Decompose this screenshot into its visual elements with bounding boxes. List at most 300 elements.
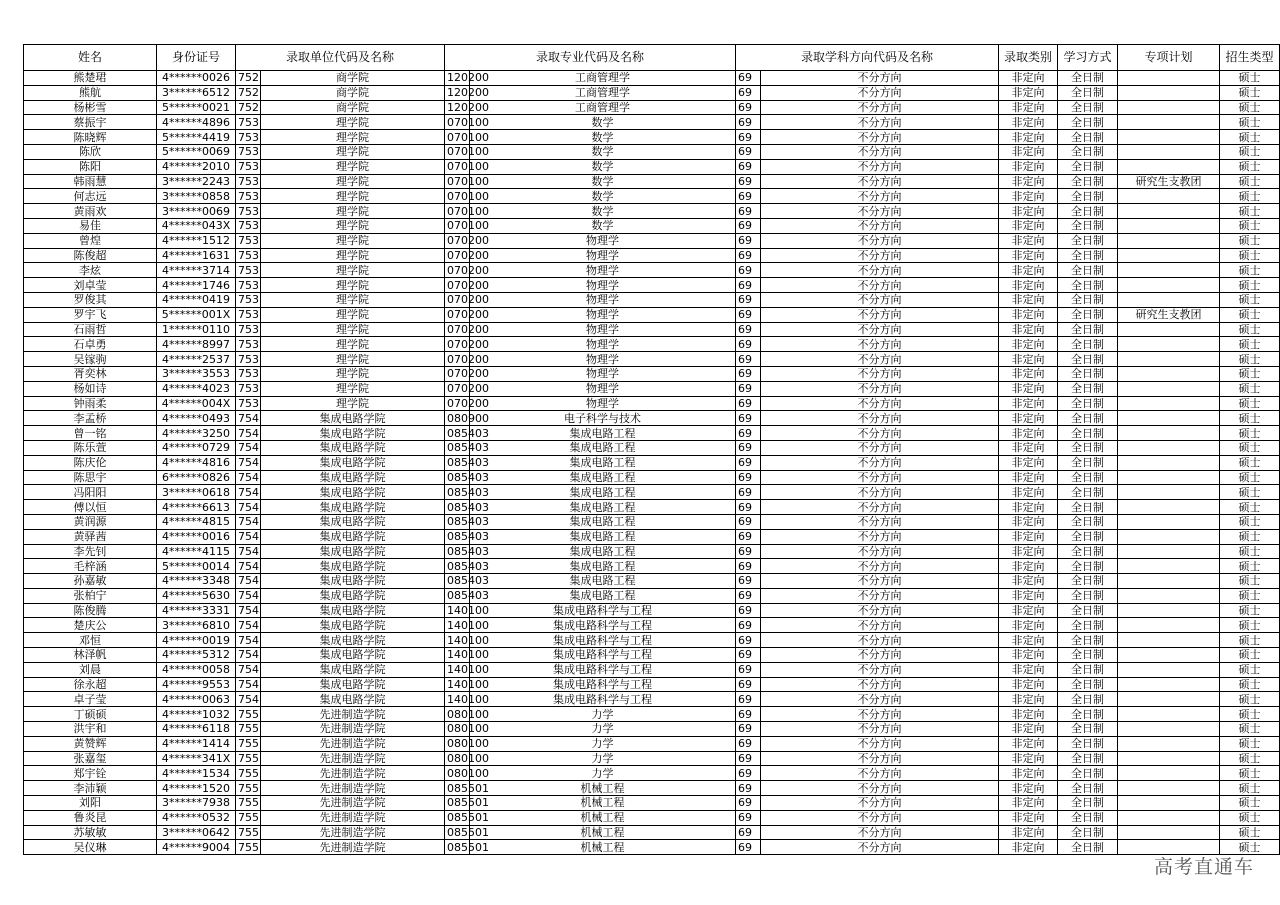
- cell-major-code: 080100: [445, 722, 470, 737]
- cell-direction-code: 69: [736, 189, 761, 204]
- cell-id-number: 3******0618: [157, 485, 236, 500]
- cell-major-name: 物理学: [470, 248, 736, 263]
- cell-major-name: 物理学: [470, 278, 736, 293]
- cell-unit-code: 755: [236, 781, 261, 796]
- cell-study-mode: 全日制: [1058, 722, 1118, 737]
- cell-id-number: 4******3250: [157, 426, 236, 441]
- cell-enroll-type: 硕士: [1220, 352, 1280, 367]
- cell-name: 郑宇铨: [24, 766, 157, 781]
- table-row: [24, 736, 1280, 751]
- cell-direction-code: 69: [736, 322, 761, 337]
- cell-category: 非定向: [999, 396, 1058, 411]
- cell-direction-code: 69: [736, 751, 761, 766]
- table-row: [24, 381, 1280, 396]
- cell-unit-code: 754: [236, 648, 261, 663]
- cell-unit-code: 754: [236, 662, 261, 677]
- cell-special-plan: [1118, 692, 1220, 707]
- cell-special-plan: [1118, 440, 1220, 455]
- table-row: [24, 115, 1280, 130]
- table-row: [24, 174, 1280, 189]
- table-row: [24, 204, 1280, 219]
- cell-direction-name: 不分方向: [761, 337, 999, 352]
- cell-direction-code: 69: [736, 204, 761, 219]
- cell-enroll-type: 硕士: [1220, 381, 1280, 396]
- cell-id-number: 4******1534: [157, 766, 236, 781]
- cell-major-code: 140100: [445, 677, 470, 692]
- cell-unit-name: 集成电路学院: [261, 514, 445, 529]
- cell-unit-name: 理学院: [261, 307, 445, 322]
- cell-id-number: 4******0493: [157, 411, 236, 426]
- cell-category: 非定向: [999, 618, 1058, 633]
- table-row: [24, 588, 1280, 603]
- table-row: [24, 766, 1280, 781]
- cell-study-mode: 全日制: [1058, 440, 1118, 455]
- cell-category: 非定向: [999, 292, 1058, 307]
- cell-unit-code: 753: [236, 292, 261, 307]
- cell-name: 何志远: [24, 189, 157, 204]
- cell-unit-code: 754: [236, 529, 261, 544]
- header-id-number: 身份证号: [157, 45, 236, 71]
- cell-study-mode: 全日制: [1058, 677, 1118, 692]
- cell-unit-code: 753: [236, 189, 261, 204]
- cell-major-code: 085403: [445, 588, 470, 603]
- cell-study-mode: 全日制: [1058, 144, 1118, 159]
- cell-major-name: 集成电路工程: [470, 574, 736, 589]
- table-row: [24, 529, 1280, 544]
- cell-direction-name: 不分方向: [761, 233, 999, 248]
- cell-major-name: 力学: [470, 736, 736, 751]
- cell-category: 非定向: [999, 100, 1058, 115]
- cell-major-name: 数学: [470, 218, 736, 233]
- cell-major-code: 140100: [445, 662, 470, 677]
- cell-direction-code: 69: [736, 810, 761, 825]
- cell-major-code: 070200: [445, 322, 470, 337]
- cell-category: 非定向: [999, 426, 1058, 441]
- cell-major-code: 070100: [445, 174, 470, 189]
- cell-major-code: 085501: [445, 781, 470, 796]
- cell-direction-name: 不分方向: [761, 574, 999, 589]
- cell-special-plan: [1118, 559, 1220, 574]
- cell-unit-code: 755: [236, 810, 261, 825]
- cell-direction-name: 不分方向: [761, 840, 999, 855]
- cell-category: 非定向: [999, 559, 1058, 574]
- cell-name: 杨彬雪: [24, 100, 157, 115]
- cell-enroll-type: 硕士: [1220, 159, 1280, 174]
- cell-category: 非定向: [999, 352, 1058, 367]
- cell-direction-code: 69: [736, 485, 761, 500]
- cell-major-code: 085403: [445, 529, 470, 544]
- cell-enroll-type: 硕士: [1220, 85, 1280, 100]
- cell-direction-code: 69: [736, 426, 761, 441]
- cell-direction-name: 不分方向: [761, 322, 999, 337]
- cell-unit-code: 755: [236, 766, 261, 781]
- table-row: [24, 366, 1280, 381]
- cell-category: 非定向: [999, 603, 1058, 618]
- cell-major-name: 集成电路科学与工程: [470, 662, 736, 677]
- cell-unit-code: 752: [236, 71, 261, 86]
- cell-name: 吴镓驹: [24, 352, 157, 367]
- cell-direction-name: 不分方向: [761, 692, 999, 707]
- cell-id-number: 4******5312: [157, 648, 236, 663]
- cell-id-number: 4******1520: [157, 781, 236, 796]
- cell-study-mode: 全日制: [1058, 337, 1118, 352]
- cell-unit-code: 753: [236, 337, 261, 352]
- cell-enroll-type: 硕士: [1220, 248, 1280, 263]
- cell-special-plan: [1118, 233, 1220, 248]
- cell-unit-code: 754: [236, 470, 261, 485]
- cell-major-code: 085501: [445, 796, 470, 811]
- cell-major-name: 物理学: [470, 307, 736, 322]
- cell-category: 非定向: [999, 648, 1058, 663]
- cell-name: 冯阳阳: [24, 485, 157, 500]
- cell-id-number: 5******001X: [157, 307, 236, 322]
- cell-special-plan: [1118, 485, 1220, 500]
- cell-name: 石雨哲: [24, 322, 157, 337]
- cell-special-plan: [1118, 825, 1220, 840]
- cell-direction-name: 不分方向: [761, 736, 999, 751]
- cell-unit-name: 理学院: [261, 144, 445, 159]
- cell-name: 苏敏敏: [24, 825, 157, 840]
- cell-major-name: 物理学: [470, 366, 736, 381]
- cell-name: 黄润源: [24, 514, 157, 529]
- cell-unit-code: 754: [236, 618, 261, 633]
- cell-id-number: 4******6118: [157, 722, 236, 737]
- cell-direction-code: 69: [736, 840, 761, 855]
- cell-major-name: 集成电路工程: [470, 529, 736, 544]
- cell-major-name: 集成电路科学与工程: [470, 603, 736, 618]
- cell-category: 非定向: [999, 514, 1058, 529]
- cell-study-mode: 全日制: [1058, 85, 1118, 100]
- cell-study-mode: 全日制: [1058, 100, 1118, 115]
- cell-enroll-type: 硕士: [1220, 781, 1280, 796]
- cell-major-name: 集成电路科学与工程: [470, 618, 736, 633]
- cell-direction-code: 69: [736, 337, 761, 352]
- cell-enroll-type: 硕士: [1220, 766, 1280, 781]
- table-row: [24, 485, 1280, 500]
- cell-major-code: 070200: [445, 233, 470, 248]
- cell-name: 李孟桥: [24, 411, 157, 426]
- cell-special-plan: [1118, 455, 1220, 470]
- cell-unit-name: 先进制造学院: [261, 766, 445, 781]
- cell-category: 非定向: [999, 796, 1058, 811]
- cell-name: 毛梓涵: [24, 559, 157, 574]
- cell-special-plan: [1118, 159, 1220, 174]
- cell-unit-name: 先进制造学院: [261, 810, 445, 825]
- cell-unit-code: 753: [236, 218, 261, 233]
- cell-category: 非定向: [999, 766, 1058, 781]
- cell-study-mode: 全日制: [1058, 514, 1118, 529]
- cell-enroll-type: 硕士: [1220, 130, 1280, 145]
- cell-major-name: 力学: [470, 707, 736, 722]
- cell-enroll-type: 硕士: [1220, 233, 1280, 248]
- cell-direction-name: 不分方向: [761, 411, 999, 426]
- table-row: [24, 722, 1280, 737]
- cell-enroll-type: 硕士: [1220, 500, 1280, 515]
- table-row: [24, 559, 1280, 574]
- cell-direction-name: 不分方向: [761, 130, 999, 145]
- cell-major-name: 工商管理学: [470, 100, 736, 115]
- table-row: [24, 263, 1280, 278]
- cell-name: 鲁炎昆: [24, 810, 157, 825]
- cell-name: 陈晓辉: [24, 130, 157, 145]
- cell-enroll-type: 硕士: [1220, 485, 1280, 500]
- cell-id-number: 4******043X: [157, 218, 236, 233]
- table-row: [24, 648, 1280, 663]
- cell-direction-name: 不分方向: [761, 751, 999, 766]
- cell-id-number: 4******4896: [157, 115, 236, 130]
- cell-name: 蔡振宇: [24, 115, 157, 130]
- cell-category: 非定向: [999, 485, 1058, 500]
- cell-study-mode: 全日制: [1058, 574, 1118, 589]
- table-row: [24, 233, 1280, 248]
- cell-unit-name: 商学院: [261, 100, 445, 115]
- cell-special-plan: [1118, 514, 1220, 529]
- table-row: [24, 470, 1280, 485]
- cell-direction-code: 69: [736, 722, 761, 737]
- cell-name: 张嘉玺: [24, 751, 157, 766]
- cell-unit-code: 753: [236, 322, 261, 337]
- cell-unit-name: 先进制造学院: [261, 825, 445, 840]
- cell-special-plan: [1118, 352, 1220, 367]
- cell-category: 非定向: [999, 470, 1058, 485]
- cell-unit-code: 753: [236, 396, 261, 411]
- cell-enroll-type: 硕士: [1220, 307, 1280, 322]
- cell-study-mode: 全日制: [1058, 307, 1118, 322]
- cell-major-code: 070200: [445, 263, 470, 278]
- cell-id-number: 4******1746: [157, 278, 236, 293]
- cell-direction-name: 不分方向: [761, 559, 999, 574]
- cell-direction-code: 69: [736, 144, 761, 159]
- table-row: [24, 159, 1280, 174]
- cell-special-plan: [1118, 218, 1220, 233]
- cell-study-mode: 全日制: [1058, 248, 1118, 263]
- cell-unit-code: 755: [236, 751, 261, 766]
- cell-category: 非定向: [999, 71, 1058, 86]
- cell-id-number: 4******0019: [157, 633, 236, 648]
- cell-category: 非定向: [999, 366, 1058, 381]
- cell-direction-code: 69: [736, 100, 761, 115]
- cell-study-mode: 全日制: [1058, 840, 1118, 855]
- table-row: [24, 455, 1280, 470]
- cell-study-mode: 全日制: [1058, 736, 1118, 751]
- cell-name: 黄驿茜: [24, 529, 157, 544]
- cell-major-name: 集成电路工程: [470, 470, 736, 485]
- cell-direction-code: 69: [736, 633, 761, 648]
- cell-unit-name: 集成电路学院: [261, 588, 445, 603]
- table-row: [24, 810, 1280, 825]
- cell-enroll-type: 硕士: [1220, 292, 1280, 307]
- cell-direction-name: 不分方向: [761, 455, 999, 470]
- cell-id-number: 4******4816: [157, 455, 236, 470]
- cell-direction-code: 69: [736, 352, 761, 367]
- cell-major-name: 数学: [470, 159, 736, 174]
- cell-name: 陈欣: [24, 144, 157, 159]
- cell-enroll-type: 硕士: [1220, 677, 1280, 692]
- cell-special-plan: [1118, 337, 1220, 352]
- cell-unit-name: 先进制造学院: [261, 722, 445, 737]
- table-row: [24, 825, 1280, 840]
- cell-major-name: 集成电路工程: [470, 514, 736, 529]
- cell-unit-code: 755: [236, 722, 261, 737]
- cell-direction-code: 69: [736, 544, 761, 559]
- cell-special-plan: [1118, 204, 1220, 219]
- cell-category: 非定向: [999, 263, 1058, 278]
- cell-unit-name: 理学院: [261, 292, 445, 307]
- cell-direction-code: 69: [736, 707, 761, 722]
- cell-enroll-type: 硕士: [1220, 263, 1280, 278]
- table-row: [24, 352, 1280, 367]
- cell-unit-name: 理学院: [261, 278, 445, 293]
- cell-direction-name: 不分方向: [761, 707, 999, 722]
- table-row: [24, 574, 1280, 589]
- cell-study-mode: 全日制: [1058, 588, 1118, 603]
- cell-study-mode: 全日制: [1058, 115, 1118, 130]
- cell-study-mode: 全日制: [1058, 130, 1118, 145]
- cell-special-plan: [1118, 796, 1220, 811]
- cell-unit-name: 理学院: [261, 204, 445, 219]
- cell-direction-code: 69: [736, 618, 761, 633]
- cell-name: 吴仪琳: [24, 840, 157, 855]
- cell-unit-name: 集成电路学院: [261, 529, 445, 544]
- cell-direction-name: 不分方向: [761, 100, 999, 115]
- cell-direction-name: 不分方向: [761, 796, 999, 811]
- cell-direction-code: 69: [736, 233, 761, 248]
- cell-special-plan: [1118, 766, 1220, 781]
- cell-enroll-type: 硕士: [1220, 736, 1280, 751]
- cell-name: 刘阳: [24, 796, 157, 811]
- cell-category: 非定向: [999, 455, 1058, 470]
- cell-id-number: 4******0419: [157, 292, 236, 307]
- cell-unit-code: 753: [236, 307, 261, 322]
- cell-category: 非定向: [999, 810, 1058, 825]
- cell-special-plan: [1118, 426, 1220, 441]
- cell-unit-code: 754: [236, 411, 261, 426]
- table-row: [24, 278, 1280, 293]
- cell-major-name: 数学: [470, 204, 736, 219]
- cell-id-number: 4******4023: [157, 381, 236, 396]
- cell-enroll-type: 硕士: [1220, 396, 1280, 411]
- cell-name: 李炫: [24, 263, 157, 278]
- cell-unit-name: 先进制造学院: [261, 796, 445, 811]
- cell-direction-name: 不分方向: [761, 278, 999, 293]
- cell-direction-name: 不分方向: [761, 514, 999, 529]
- cell-study-mode: 全日制: [1058, 559, 1118, 574]
- cell-direction-code: 69: [736, 440, 761, 455]
- cell-unit-name: 集成电路学院: [261, 603, 445, 618]
- cell-id-number: 4******1414: [157, 736, 236, 751]
- cell-id-number: 3******0858: [157, 189, 236, 204]
- header-category: 录取类别: [999, 45, 1058, 71]
- cell-direction-name: 不分方向: [761, 470, 999, 485]
- cell-unit-name: 集成电路学院: [261, 662, 445, 677]
- cell-direction-name: 不分方向: [761, 544, 999, 559]
- cell-direction-name: 不分方向: [761, 662, 999, 677]
- cell-name: 韩雨慧: [24, 174, 157, 189]
- cell-direction-name: 不分方向: [761, 810, 999, 825]
- cell-special-plan: [1118, 781, 1220, 796]
- cell-special-plan: [1118, 603, 1220, 618]
- cell-major-name: 集成电路科学与工程: [470, 633, 736, 648]
- cell-category: 非定向: [999, 248, 1058, 263]
- cell-name: 洪宇和: [24, 722, 157, 737]
- cell-unit-code: 753: [236, 352, 261, 367]
- cell-major-name: 集成电路工程: [470, 485, 736, 500]
- cell-direction-name: 不分方向: [761, 248, 999, 263]
- table-row: [24, 514, 1280, 529]
- cell-major-name: 力学: [470, 766, 736, 781]
- cell-unit-code: 753: [236, 381, 261, 396]
- cell-enroll-type: 硕士: [1220, 840, 1280, 855]
- cell-study-mode: 全日制: [1058, 633, 1118, 648]
- cell-direction-code: 69: [736, 396, 761, 411]
- cell-major-name: 机械工程: [470, 810, 736, 825]
- cell-name: 曾一铭: [24, 426, 157, 441]
- cell-id-number: 3******0069: [157, 204, 236, 219]
- cell-id-number: 4******4115: [157, 544, 236, 559]
- cell-enroll-type: 硕士: [1220, 825, 1280, 840]
- cell-direction-code: 69: [736, 796, 761, 811]
- cell-major-name: 集成电路工程: [470, 426, 736, 441]
- table-row: [24, 796, 1280, 811]
- cell-category: 非定向: [999, 130, 1058, 145]
- table-row: [24, 751, 1280, 766]
- cell-major-name: 数学: [470, 115, 736, 130]
- cell-major-name: 物理学: [470, 337, 736, 352]
- cell-unit-code: 755: [236, 840, 261, 855]
- cell-unit-code: 754: [236, 485, 261, 500]
- cell-major-name: 集成电路工程: [470, 455, 736, 470]
- cell-unit-name: 集成电路学院: [261, 633, 445, 648]
- cell-major-name: 物理学: [470, 322, 736, 337]
- cell-unit-code: 754: [236, 440, 261, 455]
- cell-category: 非定向: [999, 588, 1058, 603]
- cell-major-name: 数学: [470, 144, 736, 159]
- cell-enroll-type: 硕士: [1220, 588, 1280, 603]
- table-header-row: [24, 45, 1280, 71]
- cell-study-mode: 全日制: [1058, 796, 1118, 811]
- cell-name: 李沛颖: [24, 781, 157, 796]
- cell-direction-code: 69: [736, 115, 761, 130]
- cell-category: 非定向: [999, 411, 1058, 426]
- cell-name: 陈庆伦: [24, 455, 157, 470]
- header-enroll-type: 招生类型: [1220, 45, 1280, 71]
- cell-category: 非定向: [999, 825, 1058, 840]
- cell-direction-name: 不分方向: [761, 766, 999, 781]
- cell-enroll-type: 硕士: [1220, 100, 1280, 115]
- cell-study-mode: 全日制: [1058, 189, 1118, 204]
- cell-direction-name: 不分方向: [761, 292, 999, 307]
- cell-major-name: 集成电路科学与工程: [470, 677, 736, 692]
- cell-special-plan: [1118, 751, 1220, 766]
- cell-unit-name: 理学院: [261, 233, 445, 248]
- cell-unit-code: 754: [236, 677, 261, 692]
- cell-major-name: 物理学: [470, 396, 736, 411]
- table-row: [24, 840, 1280, 855]
- cell-name: 张柏宁: [24, 588, 157, 603]
- cell-unit-name: 理学院: [261, 159, 445, 174]
- header-unit: 录取单位代码及名称: [236, 45, 445, 71]
- cell-direction-code: 69: [736, 648, 761, 663]
- cell-major-name: 物理学: [470, 263, 736, 278]
- table-row: [24, 781, 1280, 796]
- cell-study-mode: 全日制: [1058, 500, 1118, 515]
- cell-enroll-type: 硕士: [1220, 559, 1280, 574]
- cell-enroll-type: 硕士: [1220, 366, 1280, 381]
- cell-id-number: 4******3348: [157, 574, 236, 589]
- cell-unit-name: 集成电路学院: [261, 500, 445, 515]
- cell-study-mode: 全日制: [1058, 544, 1118, 559]
- cell-major-name: 数学: [470, 189, 736, 204]
